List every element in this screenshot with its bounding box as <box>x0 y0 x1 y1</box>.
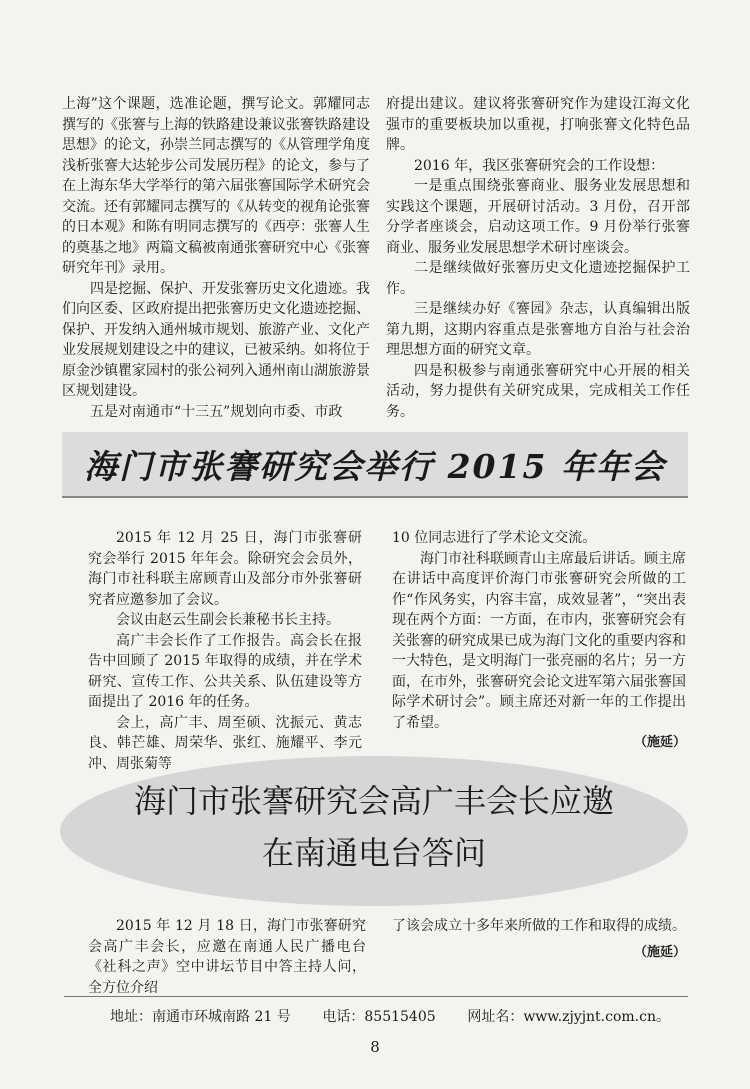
article-title-2 <box>60 775 688 879</box>
paragraph: 高广丰会长作了工作报告。高会长在报告中回顾了 2015 年取得的成绩，并在学术研究、宣传工作、公共关系、队伍建设等方面提出了 2016 年的任务。 <box>88 632 362 710</box>
section2-right-column <box>392 528 686 754</box>
title-line-2: 在南通电台答问 <box>261 834 486 872</box>
footer <box>110 1006 670 1026</box>
footer-website: 网址名：www.zjyjnt.com.cn。 <box>467 1009 670 1025</box>
paragraph: 了该会成立十多年来所做的工作和取得的成绩。 <box>392 918 686 934</box>
paragraph: 上海”这个课题，选准论题，撰写论文。郭耀同志撰写的《张謇与上海的铁路建设兼议张謇铁路建设思想》的论文，孙崇兰同志撰写的《从管理学角度浅析张謇大达轮步公司发展历程》的论文，参与了在上海东华大学举行的第六届张謇国际学术研究会交流。还有郭耀同志撰写的《从转变的视角论张謇的日本观》和陈有明同志撰写的《西亭：张謇人生的奠基之地》两篇文稿被南通张謇研究中心《张謇研究年刊》录用。 <box>62 96 370 276</box>
title-line-1: 海门市张謇研究会高广丰会长应邀 <box>133 782 614 820</box>
paragraph: 一是重点围绕张謇商业、服务业发展思想和实践这个课题，开展研讨活动。3 月份，召开部分学者座谈会，启动这项工作。9 月份举行张謇商业、服务业发展思想学术研讨座谈会。 <box>386 178 690 256</box>
footer-divider <box>64 996 688 997</box>
paragraph: 海门市社科联顾青山主席最后讲话。顾主席在讲话中高度评价海门市张謇研究会所做的工作“作风务实，内容丰富，成效显著”，“突出表现在两个方面：一方面，在市内，张謇研究会有关张謇的研究成果已成为海门文化的重要内容和一大特色，是文明海门一张亮丽的名片；另一方面，在市外，张謇研究会论文进军第六届张謇国际学术研讨会”。顾主席还对新一年的工作提出了希望。 <box>392 550 686 731</box>
article-title: 海门市张謇研究会举行 2015 年年会 <box>84 446 666 486</box>
footer-phone: 电话：85515405 <box>322 1009 436 1025</box>
paragraph: 三是继续办好《謇园》杂志，认真编辑出版第九期，这期内容重点是张謇地方自治与社会治理思想方面的研究文章。 <box>386 301 690 358</box>
paragraph: 四是挖掘、保护、开发张謇历史文化遗迹。我们向区委、区政府提出把张謇历史文化遗迹挖掘、保护、开发纳入通州城市规划、旅游产业、文化产业发展规划建设之中的建议，已被采纳。如将位于原金沙镇瞿家园村的张公祠列入通州南山湖旅游景区规划建设。 <box>62 280 370 399</box>
paragraph: 五是对南通市“十三五”规划向市委、市政 <box>90 403 343 420</box>
paragraph: 2015 年 12 月 25 日，海门市张謇研究会举行 2015 年年会。除研究会会员外，海门市社科联主席顾青山及部分市外张謇研究者应邀参加了会议。 <box>88 530 362 608</box>
section3-left-column <box>88 916 366 998</box>
page-number: 8 <box>370 1038 380 1056</box>
paragraph: 二是继续做好张謇历史文化遗迹挖掘保护工作。 <box>386 260 690 297</box>
footer-address: 地址：南通市环城南路 21 号 <box>110 1009 291 1025</box>
section1-left-column <box>62 94 370 422</box>
paragraph: 会议由赵云生副会长兼秘书长主持。 <box>116 612 340 628</box>
paragraph: 2016 年，我区张謇研究会的工作设想： <box>414 157 665 174</box>
author-signature: （施延） <box>633 735 686 750</box>
section1-right-column <box>386 94 690 422</box>
section3-right-column <box>392 916 686 963</box>
paragraph: 四是积极参与南通张謇研究中心开展的相关活动，努力提供有关研究成果，完成相关工作任务。 <box>386 362 690 420</box>
paragraph: 府提出建议。建议将张謇研究作为建设江海文化强市的重要板块加以重视，打响张謇文化特色品牌。 <box>386 96 690 153</box>
article-title-banner <box>62 432 688 498</box>
paragraph: 2015 年 12 月 18 日，海门市张謇研究会高广丰会长，应邀在南通人民广播电台《社科之声》空中讲坛节目中答主持人问，全方位介绍 <box>88 918 366 996</box>
section2-left-column <box>88 528 362 774</box>
author-signature: （施延） <box>633 944 686 960</box>
paragraph: 10 位同志进行了学术论文交流。 <box>392 530 597 546</box>
paragraph: 会上，高广丰、周至硕、沈振元、黄志良、韩芒雄、周荣华、张红、施耀平、李元冲、周张菊等 <box>88 714 362 772</box>
